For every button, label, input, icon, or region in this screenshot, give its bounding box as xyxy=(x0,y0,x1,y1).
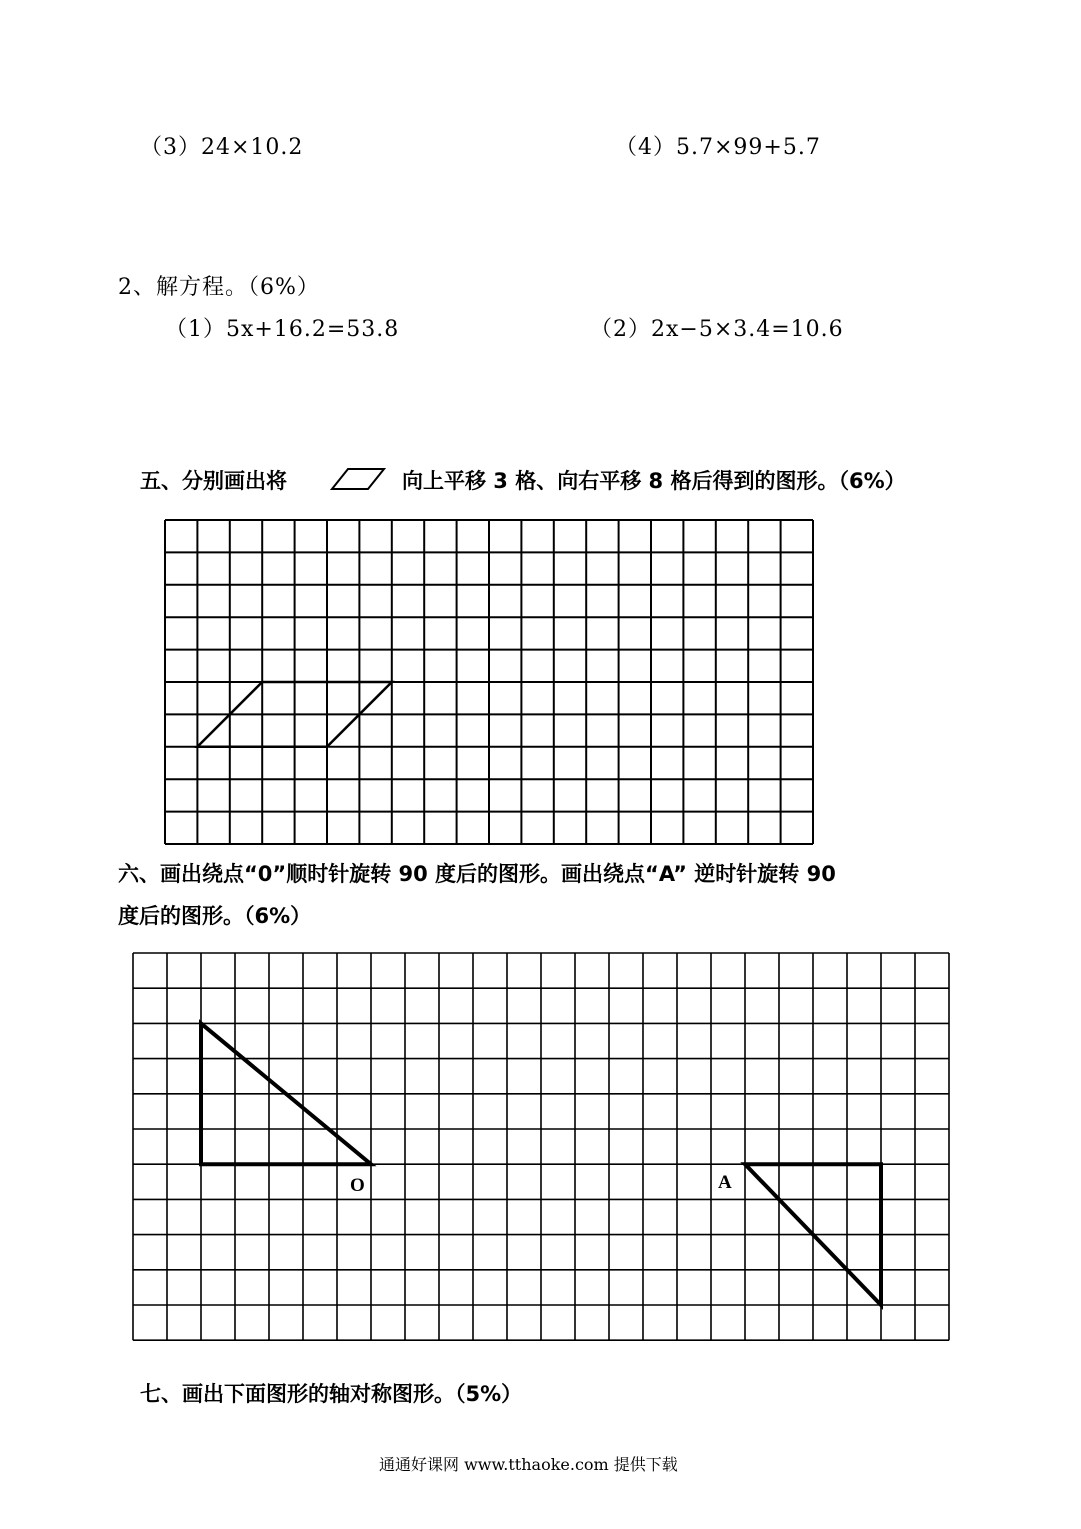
equation-2: （2）2x−5×3.4=10.6 xyxy=(590,317,844,342)
point-a-label: A xyxy=(718,1172,732,1193)
translation-grid xyxy=(160,515,820,850)
grid-lines xyxy=(133,953,949,1340)
equation-1: （1）5x+16.2=53.8 xyxy=(165,317,400,342)
section6-heading-line2: 度后的图形。（6%） xyxy=(118,904,312,928)
footer-text: 通通好课网 www.tthaoke.com 提供下载 xyxy=(379,1455,678,1474)
equations-heading: 2、解方程。（6%） xyxy=(118,275,320,300)
section7-heading: 七、画出下面图形的轴对称图形。（5%） xyxy=(140,1382,523,1406)
point-o-label: O xyxy=(350,1175,365,1196)
calc-item-4: （4）5.7×99+5.7 xyxy=(615,135,821,160)
rotation-grid xyxy=(130,950,950,1345)
section5-heading-end: 向上平移 3 格、向右平移 8 格后得到的图形。（6%） xyxy=(402,469,906,493)
parallelogram-icon xyxy=(328,465,388,493)
section6-heading-line1: 六、画出绕点“0”顺时针旋转 90 度后的图形。画出绕点“A” 逆时针旋转 90 xyxy=(118,862,836,886)
calc-item-3: （3）24×10.2 xyxy=(140,135,304,160)
section5-heading-start: 五、分别画出将 xyxy=(140,469,287,493)
